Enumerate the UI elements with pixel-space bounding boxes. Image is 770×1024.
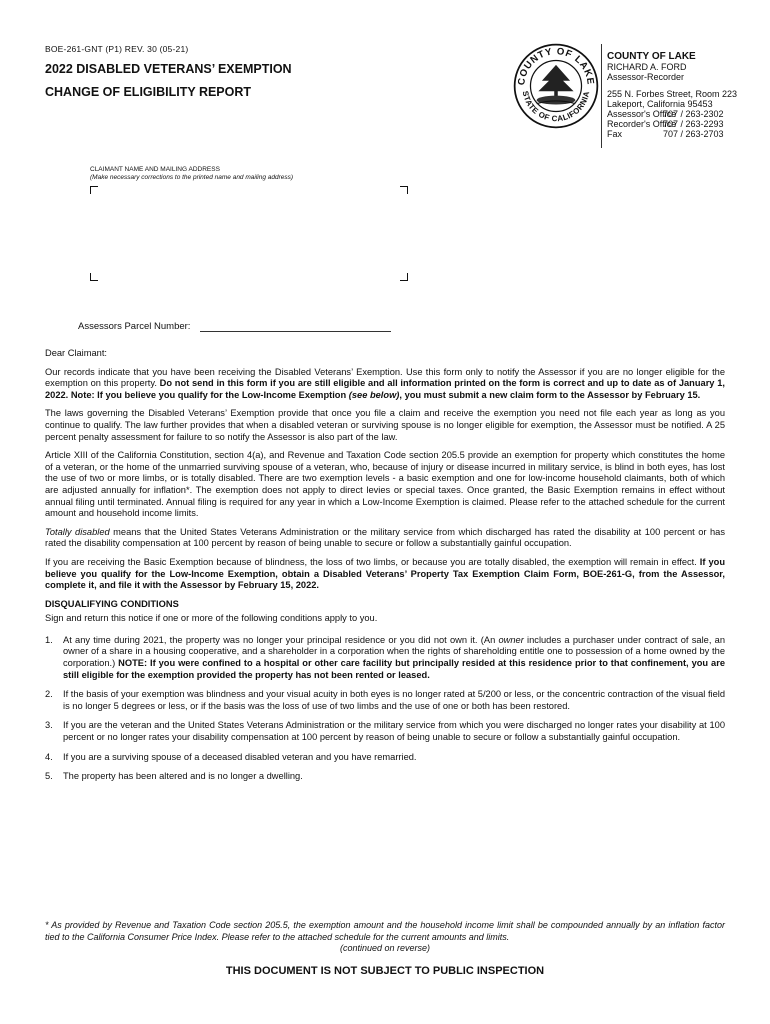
paragraph-laws: The laws governing the Disabled Veterans’ Exemption provide that once you file a claim and receive the exemption you need not file each year as long as you continue to qualify. The law further provides that when a disabled veteran or surviving spouse is no longer eligible for exemption, the Assessor must be notified. A 25 percent penalty assessment for failure to so notify the Assessor is also part of the law. <box>45 408 725 442</box>
address-corner-bottom-right <box>400 273 408 281</box>
address-corner-top-left <box>90 186 98 194</box>
salutation: Dear Claimant: <box>45 348 108 358</box>
header-divider <box>601 44 602 148</box>
paragraph-basic-exemption: If you are receiving the Basic Exemption because of blindness, the loss of two limbs, or because you are totally disabled, the exemption will remain in effect. If you believe you qualify for the Low-Income Exemption, obtain a Disabled Veterans’ Property Tax Exemption Claim Form, BOE-261-G, from the Assessor, complete it, and file it with the Assessor by February 15, 2022. <box>45 556 725 591</box>
conditions-list <box>45 635 725 783</box>
seal-bottom-text: STATE OF CALIFORNIA <box>520 90 592 124</box>
paragraph-constitution: Article XIII of the California Constitution, section 4(a), and Revenue and Taxation Code section 205.5 provide an exemption for property which constitutes the home of a veteran, or the home of the unmarried surviving spouse of a veteran, who, because of injury or disease incurred in military service, is blind in both eyes, has lost the use of two or more limbs, or is totally disabled. There are two exemption levels - a basic exemption and one for low-income household claimants, both of which are adjusted annually for inflation*. The exemption does not apply to direct levies or special taxes. Once granted, the Basic Exemption remains in effect without annual filing until terminated. Annual filing is required for any year in which a Low-Income Exemption is claimed. Please refer to the attached schedule for the current amount and household income limits. <box>45 450 725 519</box>
claimant-address-label: CLAIMANT NAME AND MAILING ADDRESS (Make necessary corrections to the printed name and mailing address) <box>90 166 294 181</box>
county-seal-icon <box>512 42 600 130</box>
disqualifying-heading: DISQUALIFYING CONDITIONS <box>45 598 179 609</box>
footnote: * As provided by Revenue and Taxation Code section 205.5, the exemption amount and the household income limit shall be compounded annually by an inflation factor tied to the California Consumer Price Index. Please refer to the attached schedule for the current amounts and limits. (continued on reverse) <box>45 920 725 953</box>
claimant-address-note: (Make necessary corrections to the printed name and mailing address) <box>90 174 294 181</box>
seal-top-text: COUNTY OF LAKE <box>516 46 596 86</box>
condition-item: 4. If you are a surviving spouse of a deceased disabled veteran and you have remarried. <box>45 751 417 762</box>
public-inspection-notice: THIS DOCUMENT IS NOT SUBJECT TO PUBLIC INSPECTION <box>225 965 545 977</box>
address-corner-top-right <box>400 186 408 194</box>
paragraph-eligibility: Our records indicate that you have been receiving the Disabled Veterans’ Exemption. Use this form only to notify the Assessor if you are no longer eligible for the exemption on this property. Do not send in this form if you are still eligible and all information printed on the form is correct and up to date as of January 1, 2022. Note: If you believe you qualify for the Low-Income Exemption (see below), you must submit a new claim form to the Assessor by February 15. <box>45 366 725 400</box>
phone-fax: Fax 707 / 263-2703 <box>607 129 724 139</box>
address-corner-bottom-left <box>90 273 98 281</box>
condition-item: 3. If you are the veteran and the United States Veterans Administration or the military service from which you were discharged no longer rates your disability at 100 percent or no longer rates your disability compensation at 100 percent by reason of being unable to secure or follow a substantially gainful occupation. <box>45 720 725 743</box>
county-address-line1: 255 N. Forbes Street, Room 223 <box>607 89 738 99</box>
county-name: COUNTY OF LAKE <box>607 51 696 62</box>
parcel-number-field[interactable] <box>200 331 391 332</box>
parcel-number-label: Assessors Parcel Number: <box>78 321 191 332</box>
condition-item: 2. If the basis of your exemption was blindness and your visual acuity in both eyes is no longer rated at 5/200 or less, or the concentric contraction of the visual field is no longer 5 degrees or less, or if the basis was the loss of use of two limbs and the use of one or both has been restored. <box>45 689 725 711</box>
phone-recorder: Recorder's Office707 / 263-2293 <box>607 119 724 129</box>
form-title: 2022 DISABLED VETERANS’ EXEMPTION <box>45 62 292 76</box>
continued-note: (continued on reverse) <box>339 943 431 953</box>
county-address-line2: Lakeport, California 95453 <box>607 99 713 109</box>
phone-assessor: Assessor's Office707 / 263-2302 <box>607 109 724 119</box>
disqualifying-intro: Sign and return this notice if one or more of the following conditions apply to you. <box>45 613 378 624</box>
county-contact-block <box>607 52 737 139</box>
assessor-title: Assessor-Recorder <box>607 72 685 82</box>
letter-body <box>45 348 725 791</box>
paragraph-totally-disabled: Totally disabled means that the United States Veterans Administration or the military service from which discharged has rated the disability at 100 percent or has rated the disability compensation at 100 percent by reason of being unable to secure or follow a substantially gainful occupation. <box>45 526 725 549</box>
condition-item: 5. The property has been altered and is no longer a dwelling. <box>45 771 303 782</box>
form-code: BOE-261-GNT (P1) REV. 30 (05-21) <box>45 44 189 54</box>
condition-item: 1. At any time during 2021, the property was no longer your principal residence or you did not own it. (An owner includes a purchaser under contract of sale, an owner of a share in a housing cooperative, and a shareholder in a corporation when the rights of shareholding entitle one to possession of a home owned by the corporation.) NOTE: If you were confined to a hospital or other care facility but principally resided at this residence prior to that confinement, you are still eligible for the exemption provided the property has not been rented or leased. <box>45 634 725 680</box>
assessor-name: RICHARD A. FORD <box>607 62 687 72</box>
form-subtitle: CHANGE OF ELIGIBILITY REPORT <box>45 85 252 99</box>
